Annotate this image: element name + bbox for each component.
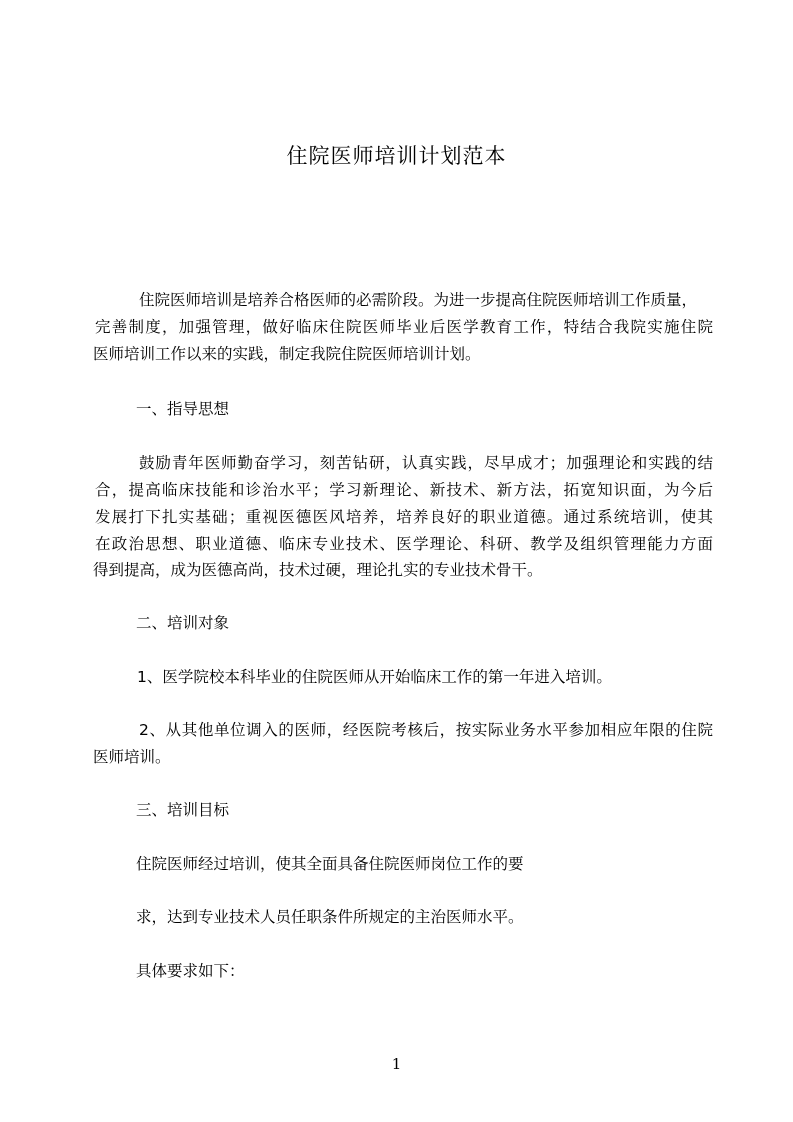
section-2-heading: 二、培训对象: [136, 614, 230, 632]
document-title: 住院医师培训计划范本: [286, 144, 507, 168]
section-3-line-3: 具体要求如下：: [136, 962, 245, 980]
section-3-line-2: 求，达到专业技术人员任职条件所规定的主治医师水平。: [136, 908, 524, 926]
section-3-heading: 三、培训目标: [136, 801, 230, 819]
section-1-line-3: 发展打下扎实基础；重视医德医风培养，培养良好的职业道德。通过系统培训，使其: [95, 508, 713, 526]
intro-line-2: 完善制度，加强管理，做好临床住院医师毕业后医学教育工作，特结合我院实施住院: [95, 318, 713, 336]
section-3-line-1: 住院医师经过培训，使其全面具备住院医师岗位工作的要: [136, 855, 524, 873]
section-1-line-2: 合，提高临床技能和诊治水平；学习新理论、新技术、新方法，拓宽知识面，为今后: [95, 481, 713, 499]
section-2-item-1: 1、医学院校本科毕业的住院医师从开始临床工作的第一年进入培训。: [137, 668, 612, 686]
section-1-line-4: 在政治思想、职业道德、临床专业技术、医学理论、科研、教学及组织管理能力方面: [95, 535, 713, 553]
intro-line-1: 住院医师培训是培养合格医师的必需阶段。为进一步提高住院医师培训工作质量，: [139, 291, 698, 309]
intro-line-3: 医师培训工作以来的实践，制定我院住院医师培训计划。: [93, 345, 481, 363]
section-1-line-1: 鼓励青年医师勤奋学习，刻苦钻研，认真实践，尽早成才；加强理论和实践的结: [139, 454, 713, 472]
section-2-item-2-line-2: 医师培训。: [93, 748, 171, 766]
section-2-item-2-line-1: 2、从其他单位调入的医师，经医院考核后，按实际业务水平参加相应年限的住院: [139, 721, 713, 739]
section-1-line-5: 得到提高，成为医德高尚，技术过硬，理论扎实的专业技术骨干。: [93, 561, 543, 579]
section-1-heading: 一、指导思想: [136, 400, 230, 418]
page-number: 1: [391, 1055, 402, 1073]
